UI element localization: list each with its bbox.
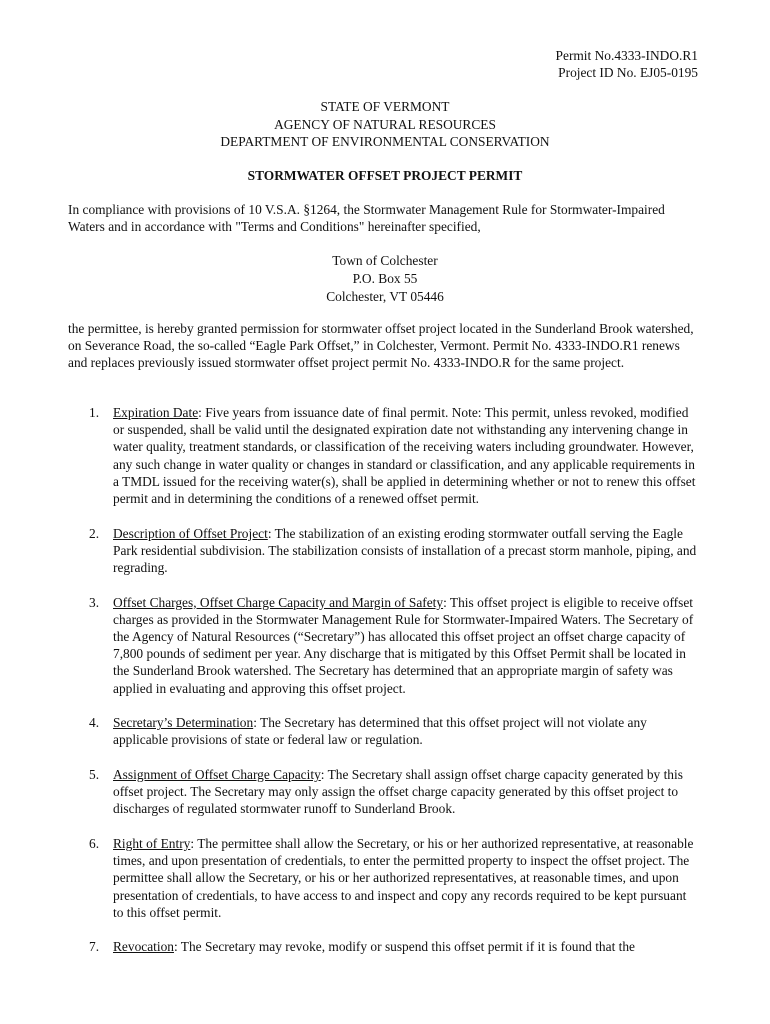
address-line-3: Colchester, VT 05446 [326,289,444,304]
condition-item [68,594,700,697]
condition-text: : The stabilization of an existing eroding stormwater outfall serving the Eagle Park residential subdivision. The stabilization consists of installation of a precast storm manhole, piping, and regrading. [113,525,697,576]
condition-number: 3. [89,594,100,610]
condition-text: : The permittee shall allow the Secretary, or his or her authorized representative, at reasonable times, and upon presentation of credentials, to enter the permitted property to inspect the offset project. The permittee shall allow the Secretary, or his or her authorized representatives, at reasonable times, and upon presentation of credentials, to have access to and inspect and copy any records required to be kept pursuant to this offset permit. [113,836,694,920]
department-name: DEPARTMENT OF ENVIRONMENTAL CONSERVATION [220,134,550,150]
condition-number: 4. [89,715,100,731]
condition-number: 5. [89,767,100,783]
condition-text: : Five years from issuance date of final permit. Note: This permit, unless revoked, modified or suspended, shall be valid until the designated expiration date not withstanding any intervening change in water quality, treatment standards, or classification of the receiving waters including groundwater. However, any such change in water quality or changes in standard or classification, and any applicable requirements in a TMDL issued for the receiving water(s), shall be applied in determining whether or not to renew this offset permit and in determining the conditions of a renewed offset permit. [113,405,696,507]
condition-heading: Secretary’s Determination [113,715,254,731]
intro-paragraph: In compliance with provisions of 10 V.S.A. §1264, the Stormwater Management Rule for Stormwater-Impaired Waters and in accordance with "Terms and Conditions" hereinafter specified, [68,202,665,235]
condition-heading: Assignment of Offset Charge Capacity [113,767,321,783]
condition-heading: Expiration Date [113,405,199,420]
agency-name: AGENCY OF NATURAL RESOURCES [274,116,496,132]
document-title: STORMWATER OFFSET PROJECT PERMIT [247,168,523,183]
condition-number: 1. [89,405,100,420]
project-id: Project ID No. EJ05-0195 [558,65,698,80]
agency-block [0,98,770,151]
condition-number: 6. [89,836,100,852]
address-line-1: Town of Colchester [332,253,438,268]
condition-number: 7. [89,939,100,955]
condition-text: : The Secretary has determined that this offset project will not violate any applicable provisions of state or federal law or regulation. [113,715,647,748]
address-line-2: P.O. Box 55 [352,271,418,286]
condition-heading: Revocation [113,939,174,955]
condition-item [68,766,700,818]
condition-text: : This offset project is eligible to receive offset charges as provided in the Stormwater Management Rule for Stormwater-Impaired Waters. The Secretary of the Agency of Natural Resources (“Secretary”) has allocated this offset project an offset charge capacity of 7,800 pounds of sediment per year. Any discharge that is mitigated by this Offset Permit shall be located in the Sunderland Brook watershed. The Secretary has determined that an appropriate margin of safety was applied in evaluating and approving this offset project. [113,594,694,696]
condition-text: : The Secretary shall assign offset charge capacity generated by this offset project. The Secretary may only assign the offset charge capacity generated by this offset project to discharges of regulated stormwater runoff to Sunderland Brook. [113,767,683,817]
condition-heading: Description of Offset Project [113,525,268,541]
condition-item [68,404,700,507]
condition-item [68,525,700,577]
permit-header [556,47,698,81]
condition-item [68,835,700,921]
state-name: STATE OF VERMONT [320,99,450,114]
condition-heading: Right of Entry [113,836,191,852]
condition-item [68,938,700,955]
condition-item [68,714,700,748]
condition-number: 2. [89,525,100,541]
grant-paragraph: the permittee, is hereby granted permission for stormwater offset project located in the Sunderland Brook watershed, on Severance Road, the so-called “Eagle Park Offset,” in Colchester, Vermont. Permit No. 4333-INDO.R1 renews and replaces previously issued stormwater offset project permit No. 4333-INDO.R for the same project. [68,321,694,371]
permittee-address [0,252,770,306]
condition-heading: Offset Charges, Offset Charge Capacity and Margin of Safety [113,594,444,610]
permit-number: Permit No.4333-INDO.R1 [555,48,698,63]
conditions-list [68,404,700,956]
condition-text: : The Secretary may revoke, modify or suspend this offset permit if it is found that the [173,939,635,955]
